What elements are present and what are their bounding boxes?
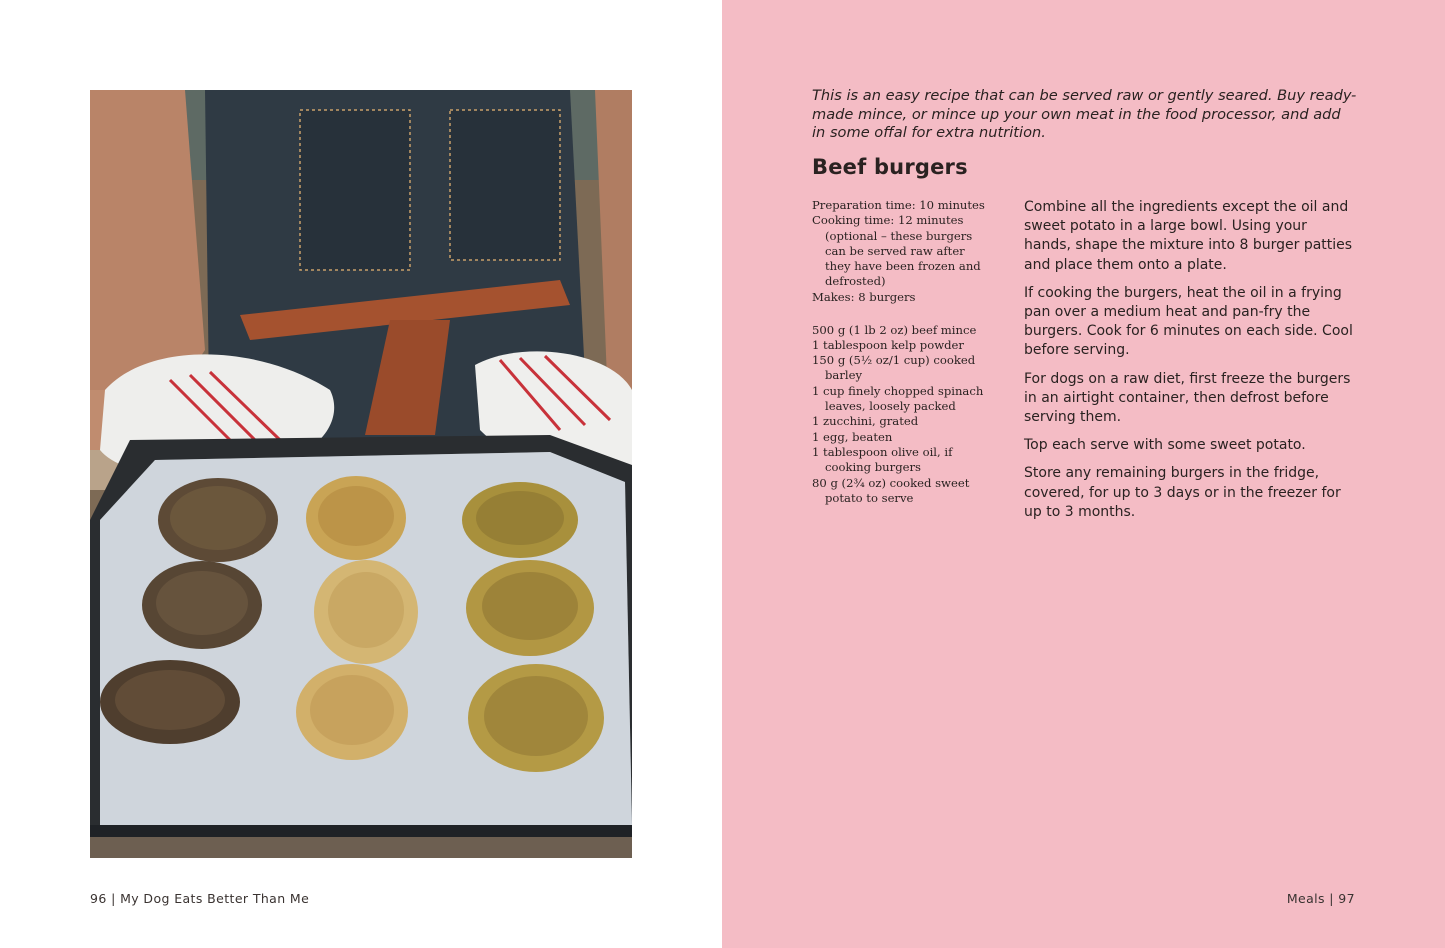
ingredient: 500 g (1 lb 2 oz) beef mince xyxy=(812,322,977,337)
left-page xyxy=(0,0,722,948)
ingredient: 1 cup finely chopped spinach xyxy=(812,383,984,398)
method-step: If cooking the burgers, heat the oil in a frying pan over a medium heat and pan-fry the burgers. Cook for 6 minutes on each side. Cool before serving. xyxy=(1024,284,1353,359)
method-step: For dogs on a raw diet, first freeze the burgers in an airtight container, then defrost before serving them. xyxy=(1024,370,1351,426)
cook-note-line: (optional – these burgers xyxy=(825,228,973,243)
recipe-meta xyxy=(812,198,1002,506)
prep-time: Preparation time: 10 minutes xyxy=(812,198,985,212)
left-folio: 96 | My Dog Eats Better Than Me xyxy=(90,891,310,906)
ingredient: 1 zucchini, grated xyxy=(812,414,919,429)
method-step: Combine all the ingredients except the oil and sweet potato in a large bowl. Using your hands, shape the mixture into 8 burger patties and place them onto a plate. xyxy=(1024,199,1353,273)
recipe-title: Beef burgers xyxy=(812,155,968,179)
ingredient-continued: barley xyxy=(825,368,862,383)
method xyxy=(1024,198,1354,531)
ingredient-continued: potato to serve xyxy=(825,490,914,505)
ingredient-continued: leaves, loosely packed xyxy=(825,399,956,414)
ingredient: 1 tablespoon olive oil, if xyxy=(812,444,953,459)
ingredient-continued: cooking burgers xyxy=(825,460,921,475)
recipe-intro: This is an easy recipe that can be served raw or gently seared. Buy ready-made mince, or mince up your own meat in the food processor, and add in some offal for extra nutrition. xyxy=(812,87,1357,141)
ingredient: 1 egg, beaten xyxy=(812,429,893,444)
cook-note-line: defrosted) xyxy=(825,274,886,289)
right-folio: Meals | 97 xyxy=(1286,891,1355,906)
right-page xyxy=(722,0,1445,948)
ingredients-list xyxy=(812,323,1002,507)
cook-note-line: can be served raw after xyxy=(825,243,965,258)
ingredient: 1 tablespoon kelp powder xyxy=(812,337,964,352)
ingredient: 150 g (5½ oz/1 cup) cooked xyxy=(812,353,976,368)
method-step: Store any remaining burgers in the fridge, covered, for up to 3 days or in the freezer for up to 3 months. xyxy=(1024,465,1341,520)
cook-time: Cooking time: 12 minutes xyxy=(812,213,964,228)
method-step: Top each serve with some sweet potato. xyxy=(1024,437,1306,454)
cook-note-line: they have been frozen and xyxy=(825,259,981,274)
makes: Makes: 8 burgers xyxy=(812,289,916,304)
burgers-photo xyxy=(90,90,632,858)
ingredient: 80 g (2¾ oz) cooked sweet xyxy=(812,475,970,490)
